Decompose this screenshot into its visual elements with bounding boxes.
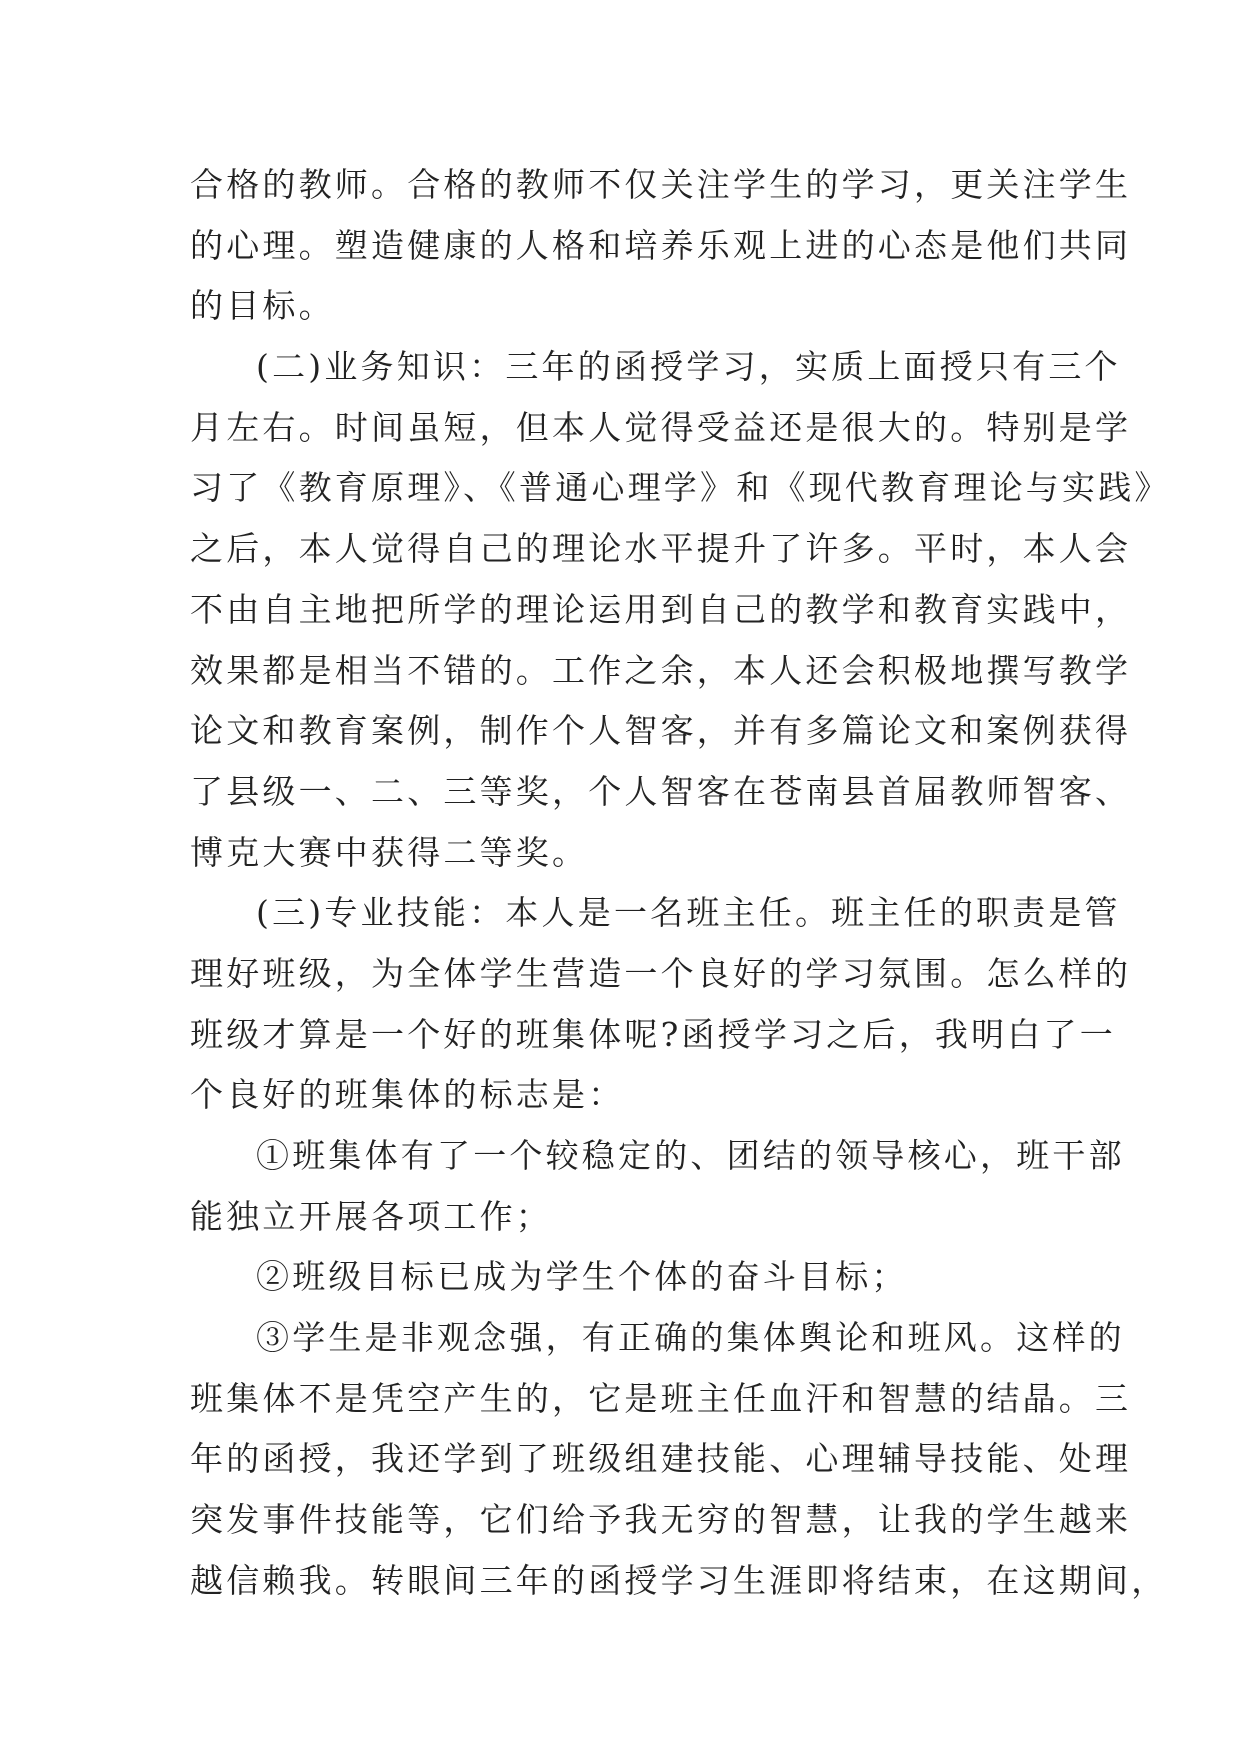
text-line: 的目标。 [190, 286, 335, 326]
text-line: 突发事件技能等，它们给予我无穷的智慧，让我的学生越来 [190, 1500, 1132, 1540]
document-body [190, 155, 1171, 1612]
text-line: 论文和教育案例，制作个人智客，并有多篇论文和案例获得 [190, 711, 1132, 751]
text-line: 班级才算是一个好的班集体呢?函授学习之后，我明白了一 [190, 1014, 1116, 1054]
text-line: 了县级一、二、三等奖，个人智客在苍南县首届教师智客、 [190, 771, 1132, 811]
text-line: 年的函授，我还学到了班级组建技能、心理辅导技能、处理 [190, 1439, 1132, 1479]
paragraph-start-line: ③学生是非观念强，有正确的集体舆论和班风。这样的 [256, 1318, 1125, 1358]
paragraph-start-line: ①班集体有了一个较稳定的、团结的领导核心，班干部 [256, 1136, 1125, 1175]
text-line: 合格的教师。合格的教师不仅关注学生的学习，更关注学生 [190, 165, 1132, 204]
text-line: 能独立开展各项工作； [190, 1196, 552, 1236]
text-line: 习了《教育原理》、《普通心理学》和《现代教育理论与实践》 [190, 468, 1171, 508]
text-line: 博克大赛中获得二等奖。 [190, 832, 589, 872]
text-line: 月左右。时间虽短，但本人觉得受益还是很大的。特别是学 [190, 407, 1132, 447]
text-line: 个良好的班集体的标志是： [190, 1075, 625, 1115]
text-line: 不由自主地把所学的理论运用到自己的教学和教育实践中， [190, 589, 1132, 629]
paragraph-start-line: ②班级目标已成为学生个体的奋斗目标； [256, 1257, 908, 1297]
text-line: 理好班级，为全体学生营造一个良好的学习氛围。怎么样的 [190, 953, 1132, 993]
text-line: 的心理。塑造健康的人格和培养乐观上进的心态是他们共同 [190, 225, 1132, 265]
text-line: 效果都是相当不错的。工作之余，本人还会积极地撰写教学 [190, 650, 1132, 690]
paragraph-start-line: (二)业务知识：三年的函授学习，实质上面授只有三个 [256, 347, 1121, 387]
text-line: 班集体不是凭空产生的，它是班主任血汗和智慧的结晶。三 [190, 1378, 1132, 1418]
text-line: 越信赖我。转眼间三年的函授学习生涯即将结束，在这期间， [190, 1560, 1168, 1600]
text-line: 之后，本人觉得自己的理论水平提升了许多。平时，本人会 [190, 529, 1132, 569]
paragraph-start-line: (三)专业技能：本人是一名班主任。班主任的职责是管 [256, 893, 1121, 933]
